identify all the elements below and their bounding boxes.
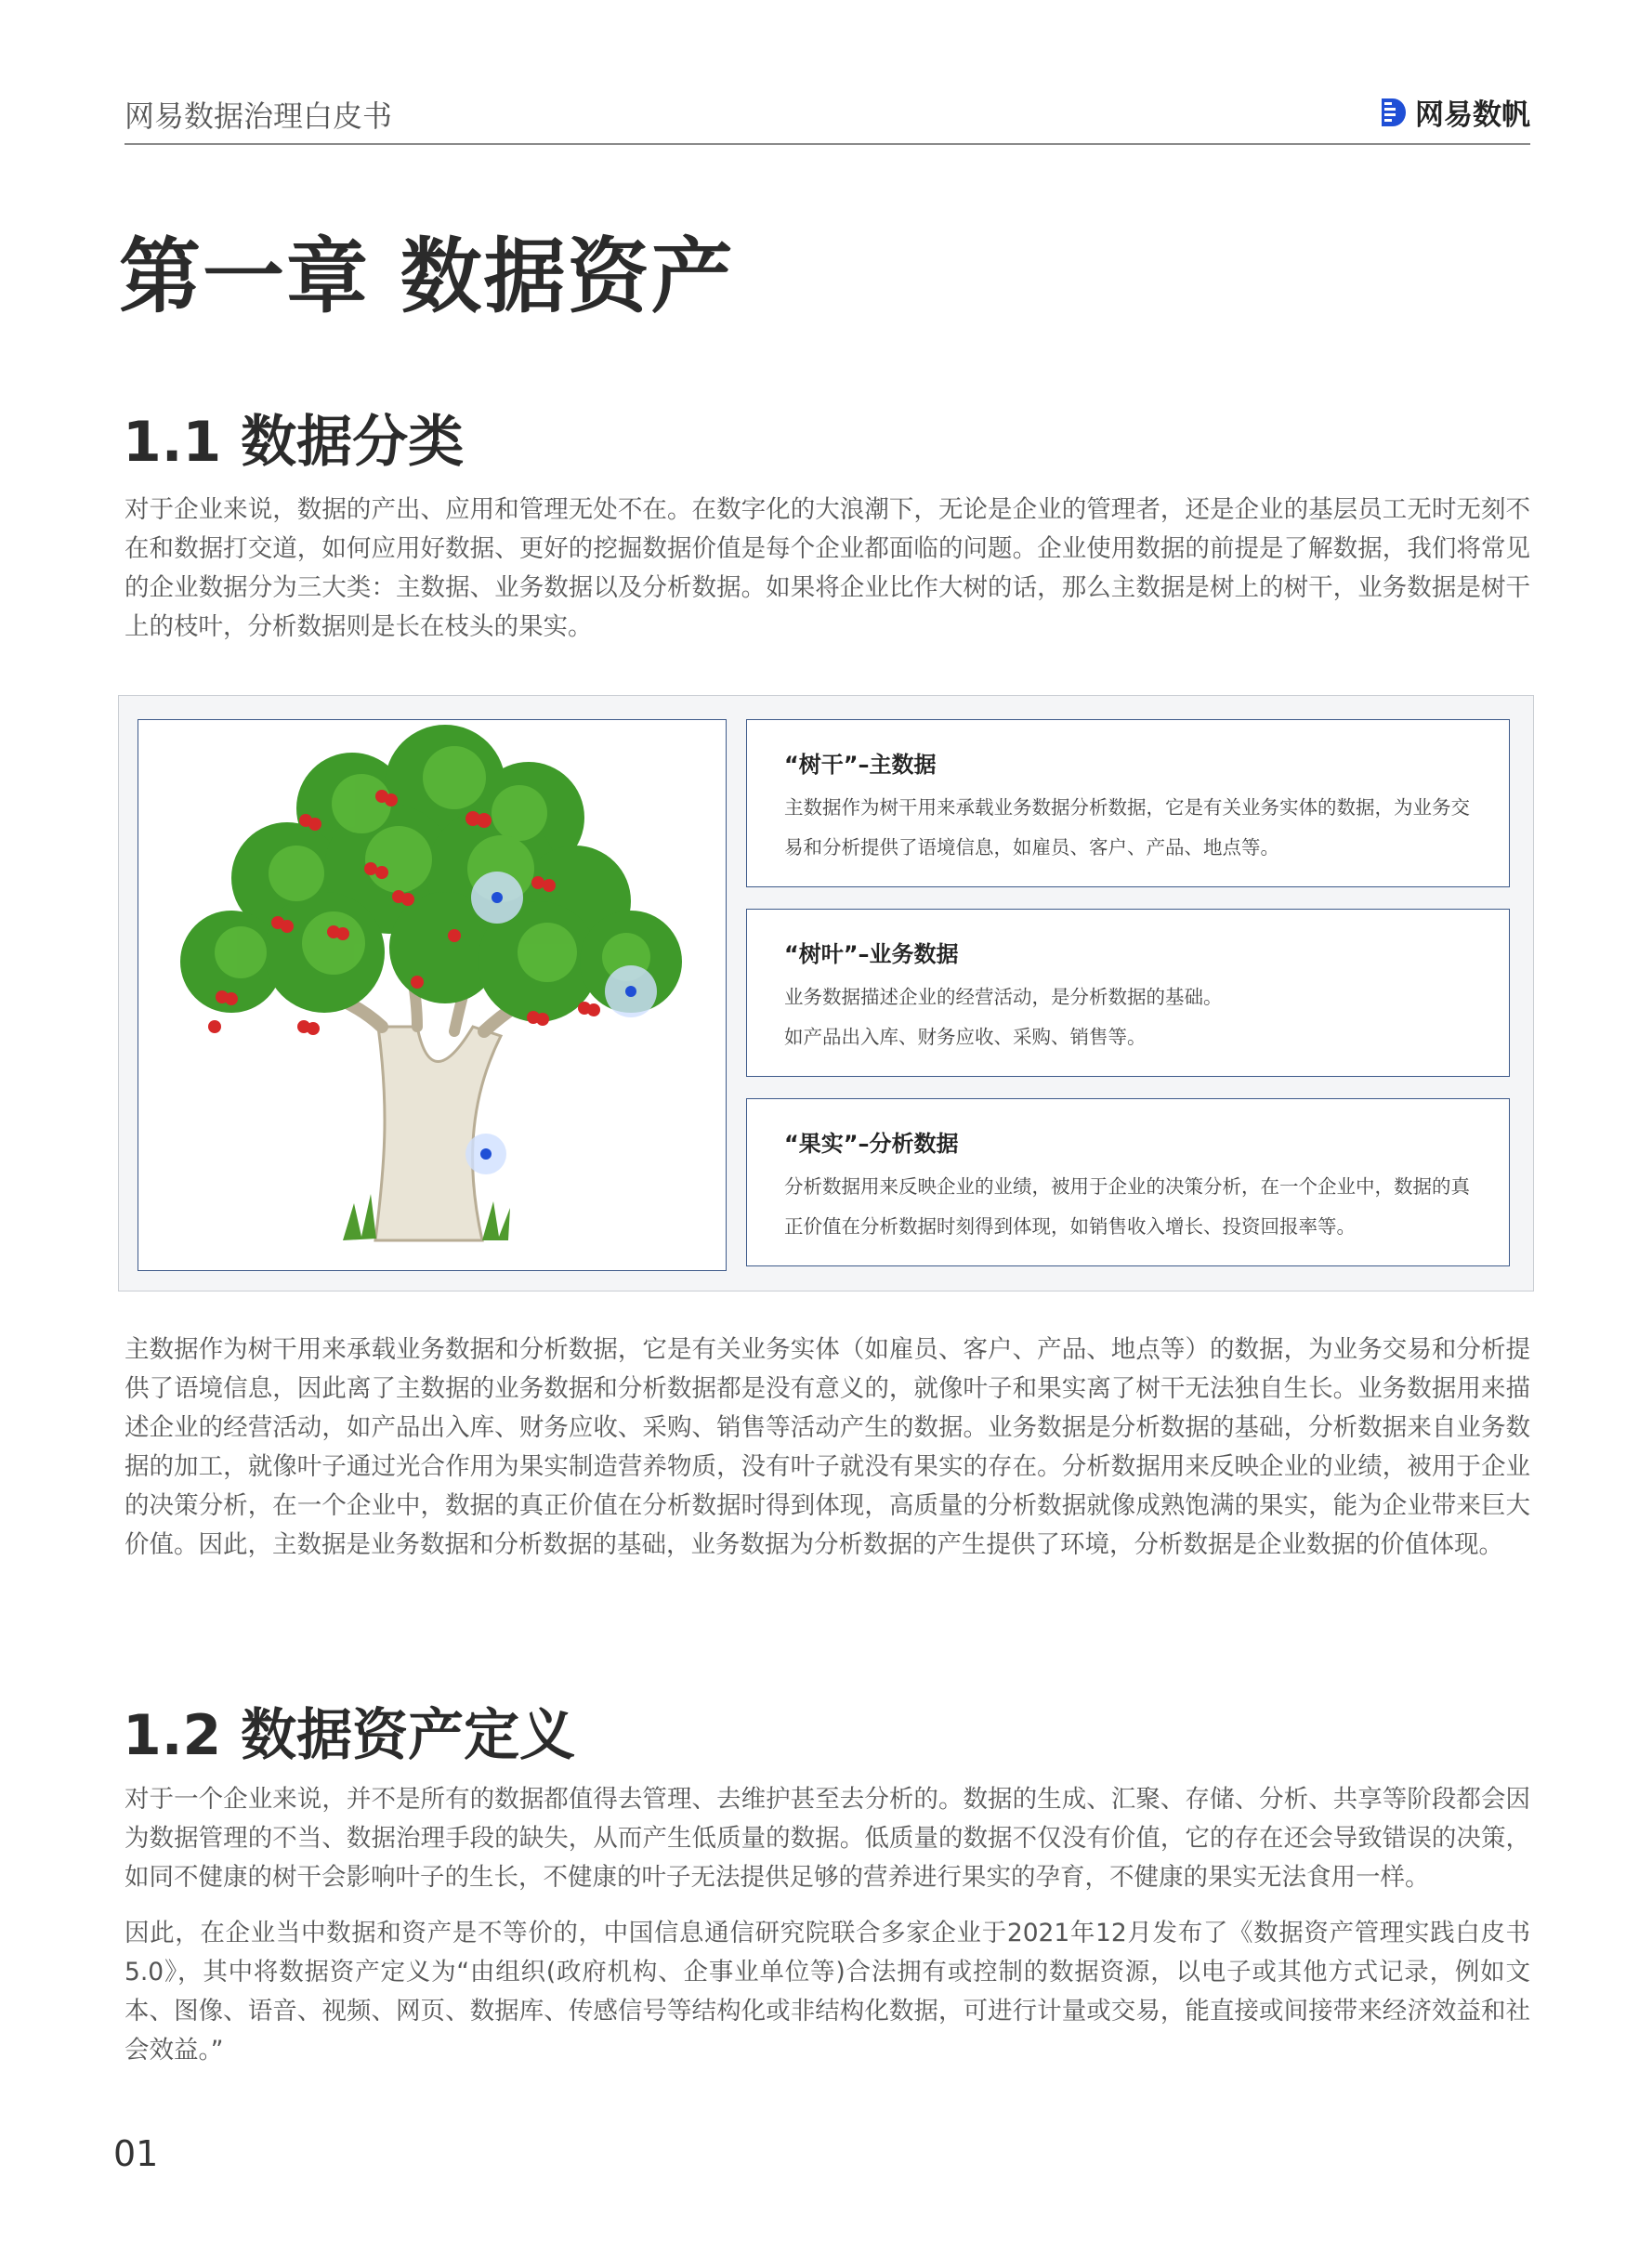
card-title: “树叶”–业务数据: [784, 941, 959, 967]
brand: [1380, 91, 1530, 133]
card-title: “树干”–主数据: [784, 752, 937, 778]
section-1-title: 1.1 数据分类: [123, 410, 465, 475]
brand-logo-icon: [1380, 97, 1408, 128]
section-2-title: 1.2 数据资产定义: [123, 1703, 576, 1768]
card-analysis-data: [746, 1098, 1510, 1266]
section-1-intro: 对于企业来说，数据的产出、应用和管理无处不在。在数字化的大浪潮下，无论是企业的管理者，还是企业的基层员工无时无刻不在和数据打交道，如何应用好数据、更好的挖掘数据价值是每个企业都面临的问题。企业使用数据的前提是了解数据，我们将常见的企业数据分为三大类：主数据、业务数据以及分析数据。如果将企业比作大树的话，那么主数据是树上的树干，业务数据是树干上的枝叶，分析数据则是长在枝头的果实。: [125, 495, 1530, 641]
section-1-body: 主数据作为树干用来承载业务数据和分析数据，它是有关业务实体（如雇员、客户、产品、地点等）的数据，为业务交易和分析提供了语境信息，因此离了主数据的业务数据和分析数据都是没有意义的，就像叶子和果实离了树干无法独自生长。业务数据用来描述企业的经营活动，如产品出入库、财务应收、采购、销售等活动产生的数据。业务数据是分析数据的基础，分析数据来自业务数据的加工，就像叶子通过光合作用为果实制造营养物质，没有叶子就没有果实的存在。分析数据用来反映企业的业绩，被用于企业的决策分析，在一个企业中，数据的真正价值在分析数据时得到体现，高质量的分析数据就像成熟饱满的果实，能为企业带来巨大价值。因此，主数据是业务数据和分析数据的基础，业务数据为分析数据的产生提供了环境，分析数据是企业数据的价值体现。: [125, 1335, 1530, 1559]
brand-name: 网易数帆: [1415, 98, 1530, 132]
section-2-para-2: 因此，在企业当中数据和资产是不等价的，中国信息通信研究院联合多家企业于2021年12月发布了《数据资产管理实践白皮书5.0》，其中将数据资产定义为“由组织(政府机构、企事业单位等)合法拥有或控制的数据资源，以电子或其他方式记录，例如文本、图像、语音、视频、网页、数据库、传感信号等结构化或非结构化数据，可进行计量或交易，能直接或间接带来经济效益和社会效益。”: [125, 1919, 1530, 2065]
card-business-data: [746, 909, 1510, 1077]
tree-illustration: [138, 720, 726, 1270]
card-master-data: [746, 719, 1510, 887]
section-2-para-1: 对于一个企业来说，并不是所有的数据都值得去管理、去维护甚至去分析的。数据的生成、汇聚、存储、分析、共享等阶段都会因为数据管理的不当、数据治理手段的缺失，从而产生低质量的数据。低质量的数据不仅没有价值，它的存在还会导致错误的决策，如同不健康的树干会影响叶子的生长，不健康的叶子无法提供足够的营养进行果实的孕育，不健康的果实无法食用一样。: [125, 1785, 1530, 1892]
card-title: “果实”–分析数据: [784, 1131, 959, 1157]
document-title: 网易数据治理白皮书: [125, 98, 393, 134]
page-number: 01: [113, 2133, 159, 2174]
tree-illustration-panel: [138, 719, 727, 1271]
card-body: 主数据作为树干用来承载业务数据分析数据，它是有关业务实体的数据，为业务交易和分析提供了语境信息，如雇员、客户、产品、地点等。: [784, 796, 1470, 859]
data-classification-figure: [118, 695, 1534, 1291]
card-body: 业务数据描述企业的经营活动，是分析数据的基础。: [784, 986, 1223, 1008]
card-body: 分析数据用来反映企业的业绩，被用于企业的决策分析，在一个企业中，数据的真正价值在分析数据时刻得到体现，如销售收入增长、投资回报率等。: [784, 1175, 1470, 1238]
card-body-line2: 如产品出入库、财务应收、采购、销售等。: [784, 1026, 1147, 1048]
page-header: [125, 84, 1530, 145]
chapter-title: 第一章 数据资产: [119, 229, 735, 324]
